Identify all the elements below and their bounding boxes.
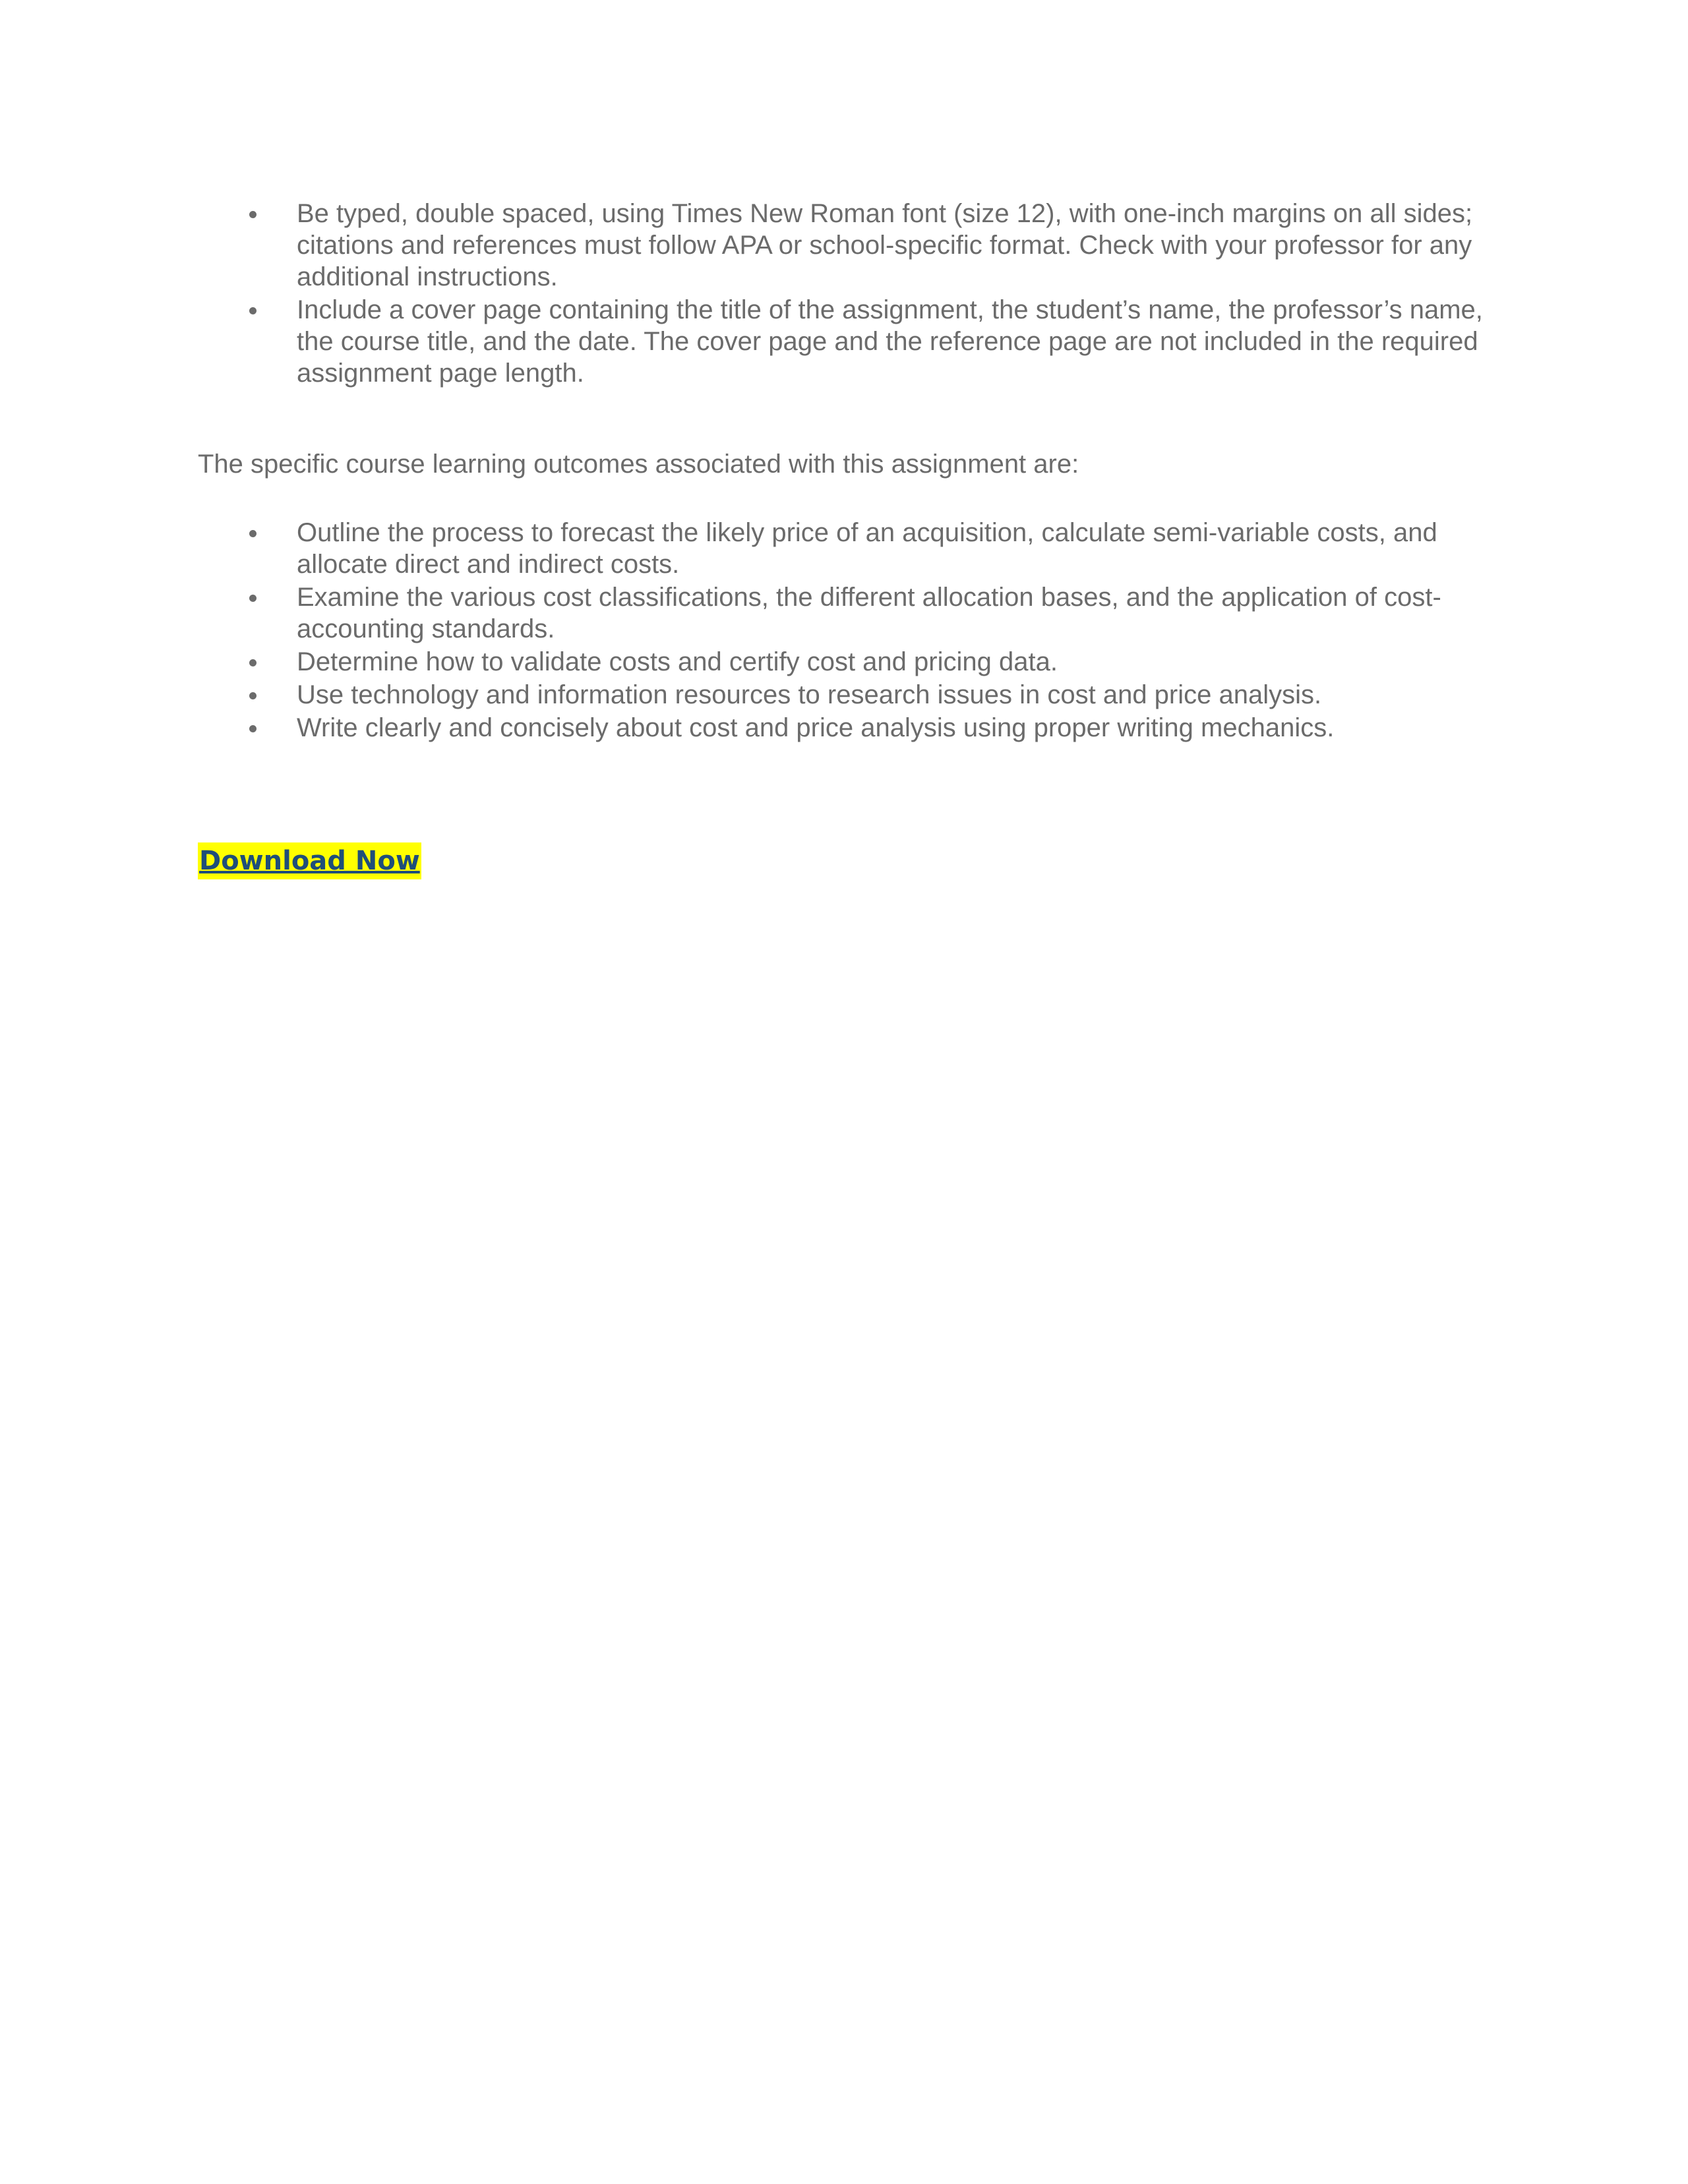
list-item	[198, 679, 1490, 711]
bullet-icon	[249, 595, 256, 602]
requirements-list	[198, 198, 1490, 389]
download-now-link[interactable]: Download Now	[198, 842, 421, 879]
list-item	[198, 712, 1490, 744]
list-item	[198, 646, 1490, 678]
bullet-icon	[249, 659, 256, 666]
list-item-text: Use technology and information resources to research issues in cost and price analysis.	[297, 680, 1322, 709]
bullet-icon	[249, 530, 256, 537]
bullet-icon	[249, 692, 256, 699]
bullet-icon	[249, 307, 256, 314]
list-item-text: Determine how to validate costs and certify cost and pricing data.	[297, 647, 1058, 676]
list-item	[198, 198, 1490, 293]
list-item-text: Outline the process to forecast the likely price of an acquisition, calculate semi-variable costs, and allocate direct and indirect costs.	[297, 518, 1437, 579]
list-item	[198, 517, 1490, 580]
outcomes-list	[198, 517, 1490, 744]
list-item	[198, 581, 1490, 645]
list-item-text: Include a cover page containing the title of the assignment, the student’s name, the professor’s name, the course title, and the date. The cover page and the reference page are not included in the required assignment page length.	[297, 295, 1483, 388]
bullet-icon	[249, 725, 256, 732]
download-section	[198, 842, 1490, 879]
document-content	[198, 198, 1490, 879]
list-item	[198, 294, 1490, 389]
list-item-text: Write clearly and concisely about cost and price analysis using proper writing mechanics.	[297, 713, 1335, 742]
list-item-text: Examine the various cost classifications, the different allocation bases, and the application of cost-accounting standards.	[297, 583, 1441, 643]
list-item-text: Be typed, double spaced, using Times New Roman font (size 12), with one-inch margins on all sides; citations and references must follow APA or school-specific format. Check with your professor for any additional instructions.	[297, 199, 1473, 291]
bullet-icon	[249, 211, 256, 218]
outcomes-intro: The specific course learning outcomes associated with this assignment are:	[198, 450, 1079, 479]
